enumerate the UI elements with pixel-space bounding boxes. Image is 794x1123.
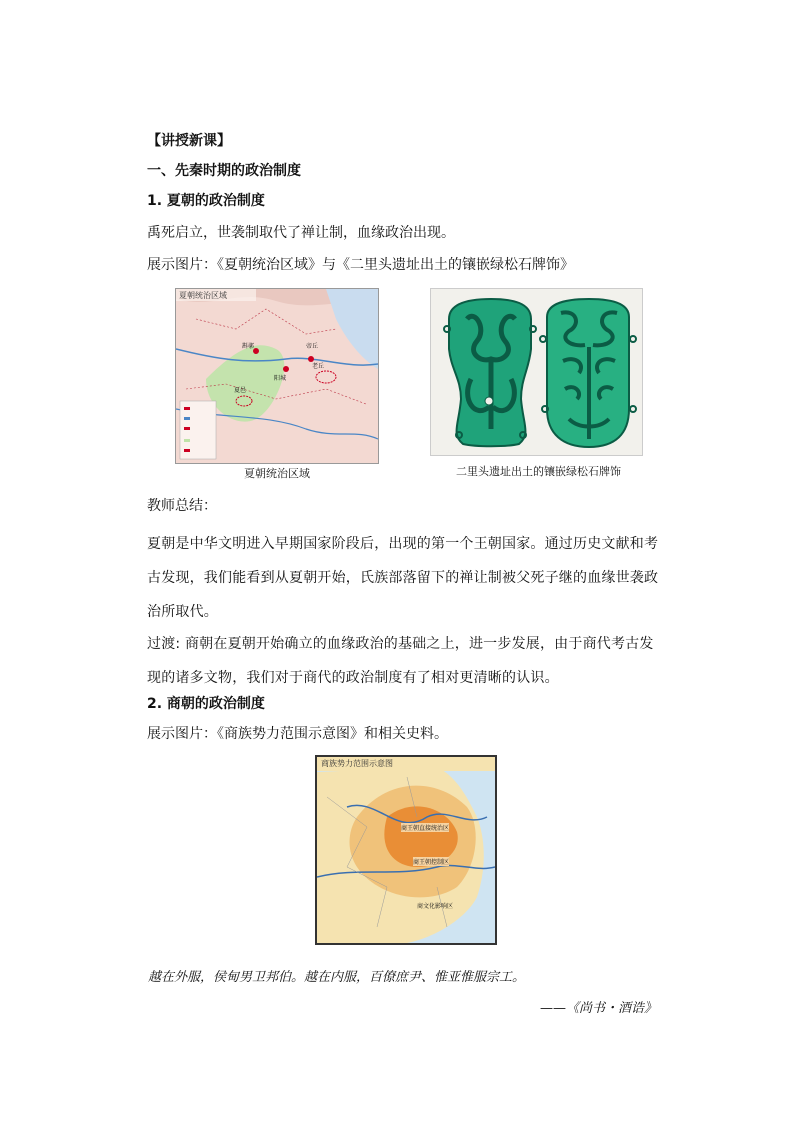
section-title: 一、先秦时期的政治制度 xyxy=(147,163,301,179)
map-label: 阳城 xyxy=(274,375,287,382)
plaque-left xyxy=(444,299,536,446)
subsection-xia: 1. 夏朝的政治制度 xyxy=(147,193,265,209)
xia-map-title: 夏朝统治区域 xyxy=(179,291,227,300)
shang-map-image xyxy=(317,757,495,943)
section-header: 【讲授新课】 xyxy=(147,133,231,149)
map-label: 帝丘 xyxy=(306,343,319,350)
xia-map-figure xyxy=(175,288,379,464)
historical-quote: 越在外服，侯甸男卫邦伯。越在内服，百僚庶尹、惟亚惟服宗工。 xyxy=(148,970,526,985)
teacher-summary-label: 教师总结： xyxy=(147,498,217,514)
turquoise-plaque-caption: 二里头遗址出土的镶嵌绿松石牌饰 xyxy=(456,465,621,478)
map-label: 斟鄩 xyxy=(242,343,255,350)
text-line: 展示图片：《夏朝统治区域》与《二里头遗址出土的镶嵌绿松石牌饰》 xyxy=(147,257,574,273)
map-label: 老丘 xyxy=(312,363,325,370)
plaque-right xyxy=(540,299,636,447)
shang-map-title: 商族势力范围示意图 xyxy=(321,759,393,768)
shang-map-figure xyxy=(315,755,497,945)
xia-map-caption: 夏朝统治区域 xyxy=(244,467,310,480)
turquoise-plaque-figure xyxy=(430,288,643,456)
map-region-label: 商王朝控制区 xyxy=(413,859,450,866)
summary-text: 夏朝是中华文明进入早期国家阶段后，出现的第一个王朝国家。通过历史文献和考古发现，我们能看到从夏朝开始，氏族部落留下的禅让制被父死子继的血缘世袭政治所取代。 xyxy=(147,536,659,620)
text-line: 禹死启立，世袭制取代了禅让制，血缘政治出现。 xyxy=(147,225,455,241)
transition-text: 过渡: 商朝在夏朝开始确立的血缘政治的基础之上，进一步发展，由于商代考古发现的诸多文物，我们对于商代的政治制度有了相对更清晰的认识。 xyxy=(147,636,654,686)
turquoise-plaque-image xyxy=(431,289,642,455)
map-region-label: 商王朝直接统治区 xyxy=(401,825,450,832)
summary-paragraph xyxy=(147,527,667,629)
subsection-shang: 2. 商朝的政治制度 xyxy=(147,696,265,712)
transition-paragraph xyxy=(147,627,667,695)
text-line: 展示图片：《商族势力范围示意图》和相关史料。 xyxy=(147,726,448,742)
quote-source: ——《尚书・酒诰》 xyxy=(540,1001,658,1016)
map-region-label: 商文化影响区 xyxy=(417,903,454,910)
map-label: 夏邑 xyxy=(234,387,247,394)
